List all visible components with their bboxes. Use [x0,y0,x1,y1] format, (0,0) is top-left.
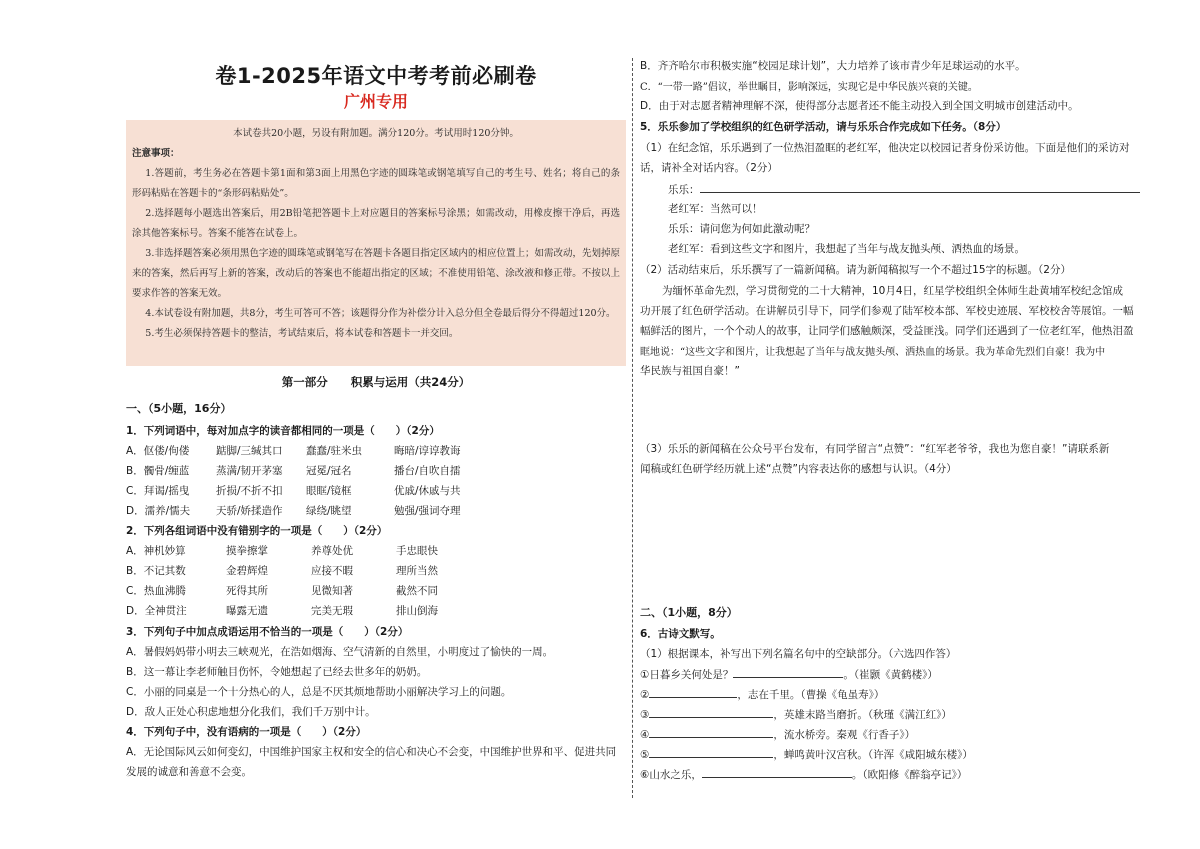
notice-intro: 本试卷共20小题，另设有附加题。满分120分。考试用时120分钟。 [233,128,519,139]
section-one-heading: 一、（5小题，16分） [126,402,232,415]
q1-stem: 1．下列词语中，每对加点字的读音都相同的一项是（ ）（2分） [126,425,440,437]
q1-option-d: D．濡养/懦夫 天骄/娇揉造作 绿绕/眺望 勉强/强词夺理 [126,505,461,517]
answer-blank[interactable] [649,686,737,698]
q3-option-b: B．这一幕让李老师触目伤怀，令她想起了已经去世多年的奶奶。 [126,666,428,678]
answer-blank[interactable] [649,726,773,738]
q3-option-d: D．敌人正处心积虑地想分化我们，我们千万别中计。 [126,706,376,718]
poem-line: ⑤ ，蝉鸣黄叶汉宫秋。（许浑《咸阳城东楼》） [640,746,973,762]
q5-stem: 5．乐乐参加了学校组织的红色研学活动，请与乐乐合作完成如下任务。（8分） [640,121,1007,133]
q1-option-c: C．拜谒/摇曳 折损/不折不扣 眼眶/镜框 优戚/休戚与共 [126,485,461,497]
q2-stem: 2．下列各组词语中没有错别字的一项是（ ）（2分） [126,525,388,537]
news-paragraph: 华民族与祖国自豪！” [640,365,740,377]
news-paragraph: 幅鲜活的图片，一个个动人的故事，让同学们感触颇深，受益匪浅。同学们还遇到了一位老红军，他热泪盈 [640,325,1134,337]
q4-option-a: A．无论国际风云如何变幻，中国维护国家主权和安全的信心和决心不会变，中国维护世界和平、促进共同 [126,746,617,758]
column-divider [632,58,633,798]
poem-line: ⑥山水之乐， 。（欧阳修《醉翁亭记》） [640,766,967,782]
dialog-line: 老红军：看到这些文字和图片，我想起了当年与战友抛头颅、洒热血的场景。 [668,243,1025,255]
notice-box [126,120,626,366]
notice-item: 5.考生必须保持答题卡的整洁，考试结束后，将本试卷和答题卡一并交回。 [145,328,459,339]
answer-blank[interactable] [649,746,773,758]
q2-option-c: C．热血沸腾 死得其所 见微知著 截然不同 [126,585,438,597]
q5-sub1: （1）在纪念馆，乐乐遇到了一位热泪盈眶的老红军，他决定以校园记者身份采访他。下面是他们的采访对 [640,142,1130,154]
q4-stem: 4．下列句子中，没有语病的一项是（ ）（2分） [126,726,367,738]
q1-option-b: B．髑骨/缠蓝 蒸满/韧开茅塞 冠冕/冠名 播台/自吹自擂 [126,465,461,477]
notice-item: 1.答题前，考生务必在答题卡第1面和第3面上用黑色字迹的圆珠笔或钢笔填写自己的考生号、姓名；将自己的条形码粘贴在答题卡的“条形码粘贴处”。 [132,168,620,199]
answer-blank[interactable] [700,181,1140,193]
q6-sub1: （1）根据课本，补写出下列名篇名句中的空缺部分。（六选四作答） [640,648,957,660]
q6-stem: 6．古诗文默写。 [640,628,721,640]
q3-stem: 3．下列句子中加点成语运用不恰当的一项是（ ）（2分） [126,626,409,638]
q4-option-c: C．“一带一路”倡议，举世瞩目，影响深远，实现它是中华民族兴衰的关键。 [640,82,978,93]
section-two-heading: 二、（1小题，8分） [640,606,738,619]
notice-heading: 注意事项： [132,148,180,159]
poem-line: ①日暮乡关何处是？ 。（崔颢《黄鹤楼》） [640,666,938,682]
q2-option-d: D．全神贯注 曝露无遗 完美无瑕 排山倒海 [126,605,438,617]
news-paragraph: 为缅怀革命先烈，学习贯彻党的二十大精神，10月4日，红星学校组织全体师生赴黄埔军校纪念馆成 [662,285,1124,297]
q4-option-d: D．由于对志愿者精神理解不深，使得部分志愿者还不能主动投入到全国文明城市创建活动中。 [640,100,1079,112]
q3-option-a: A．暑假妈妈带小明去三峡观光，在浩如烟海、空气清新的自然里，小明度过了愉快的一周。 [126,646,554,658]
dialog-line: 老红军：当然可以！ [668,203,763,215]
q4-option-b: B．齐齐哈尔市积极实施“校园足球计划”，大力培养了该市青少年足球运动的水平。 [640,60,1026,72]
poem-line: ③ ，英雄末路当磨折。（秋瑾《满江红》） [640,706,952,722]
notice-item: 3.非选择题答案必须用黑色字迹的圆珠笔或钢笔写在答题卡各题目指定区域内的相应位置上；如需改动，先划掉原来的答案，然后再写上新的答案，改动后的答案也不能超出指定的区域；不准使用铅笔、涂改液和修正带。不按以上要求作答的答案无效。 [132,248,620,299]
q2-option-a: A．神机妙算 摸拳擦掌 养尊处优 手忠眼快 [126,545,438,557]
dialog-line-lele: 乐乐： [668,181,1140,197]
news-paragraph: 眶地说：“这些文字和图片，让我想起了当年与战友抛头颅、洒热血的场景。我为革命先烈们自豪！我为中 [640,347,1106,358]
part-one-heading: 第一部分 积累与运用（共24分） [281,375,471,389]
q5-sub1-cont: 话，请补全对话内容。（2分） [640,162,778,174]
answer-blank[interactable] [702,766,852,778]
q5-sub2: （2）活动结束后，乐乐撰写了一篇新闻稿。请为新闻稿拟写一个不超过15字的标题。（2分） [640,264,1071,276]
q5-sub3-cont: 闻稿或红色研学经历就上述“点赞”内容表达你的感想与认识。（4分） [640,463,957,475]
answer-blank[interactable] [649,706,773,718]
q5-sub3: （3）乐乐的新闻稿在公众号平台发布，有同学留言“点赞”：“红军老爷爷，我也为您自豪！”请联系新 [640,443,1110,455]
exam-subtitle: 广州专用 [343,92,408,111]
poem-line: ④ ，流水桥旁。秦观《行香子》） [640,726,915,742]
q1-option-a: A．伛偻/佝偻 踮脚/三缄其口 蠢蠢/驻米虫 晦暗/谆谆教诲 [126,445,461,457]
exam-title: 卷1-2025年语文中考考前必刷卷 [215,64,537,88]
notice-item: 2.选择题每小题选出答案后，用2B铅笔把答题卡上对应题目的答案标号涂黑；如需改动，用橡皮擦干净后，再选涂其他答案标号。答案不能答在试卷上。 [132,208,620,239]
q2-option-b: B．不记其数 金碧辉煌 应接不暇 理所当然 [126,565,438,577]
news-paragraph: 功开展了红色研学活动。在讲解员引导下，同学们参观了陆军校本部、军校史迹展、军校校舍等展馆。一幅 [640,305,1134,317]
q3-option-c: C．小丽的同桌是一个十分热心的人，总是不厌其烦地帮助小丽解决学习上的问题。 [126,686,512,698]
dialog-line: 乐乐：请问您为何如此激动呢？ [668,223,815,235]
q4-option-a-cont: 发展的诚意和善意不会变。 [126,766,252,778]
poem-line: ② ，志在千里。（曹操《龟虽寿》） [640,686,884,702]
notice-item: 4.本试卷设有附加题，共8分，考生可答可不答；该题得分作为补偿分计入总分但全卷最后得分不得超过120分。 [145,308,616,319]
answer-blank[interactable] [733,666,843,678]
